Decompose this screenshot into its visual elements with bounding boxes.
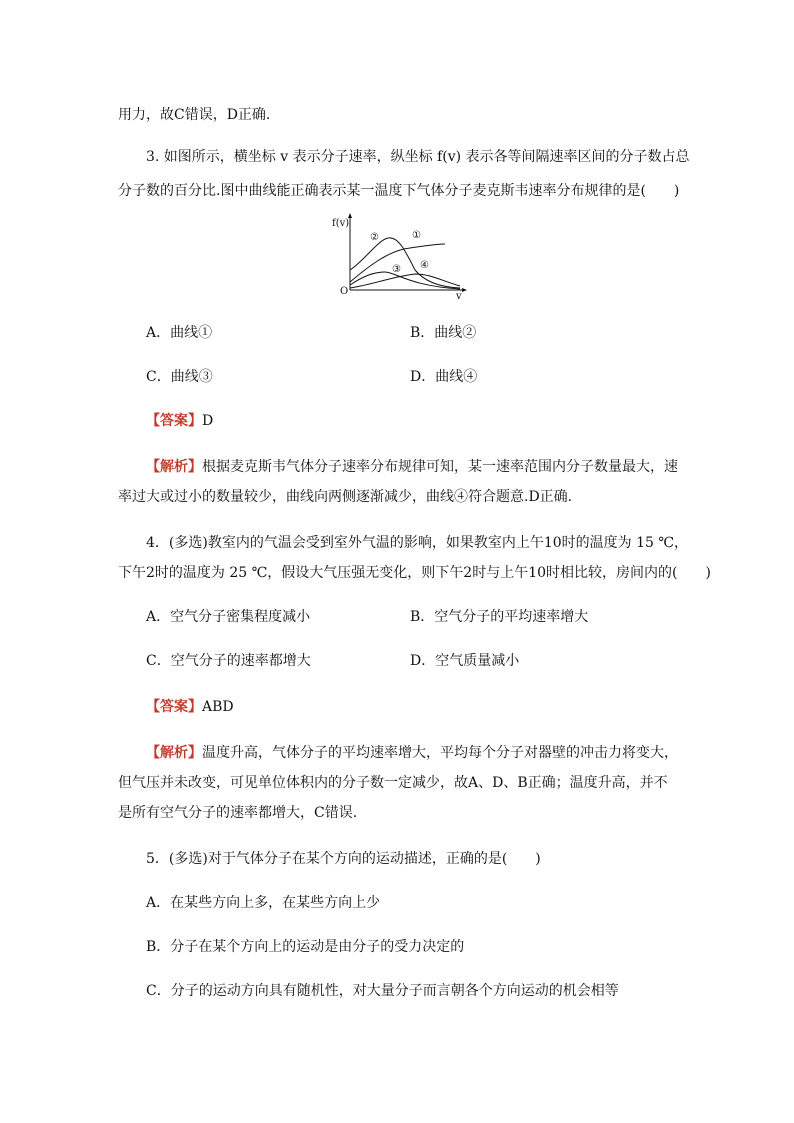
curve-3-label: ③ [392, 264, 401, 275]
curve-1-label: ① [412, 230, 421, 241]
question-3-line-1: 3. 如图所示，横坐标 v 表示分子速率，纵坐标 f(v) 表示各等间隔速率区间的分子数占总 [146, 149, 690, 165]
option-4c: C．空气分子的速率都增大 [146, 653, 311, 669]
option-3c: C．曲线③ [146, 369, 213, 385]
explanation-text: 温度升高，气体分子的平均速率增大，平均每个分子对器壁的冲击力将变大， [202, 745, 678, 761]
option-5a: A．在某些方向上多，在某些方向上少 [146, 895, 381, 911]
answer-tag: 【答案】 [146, 413, 202, 429]
option-4d: D．空气质量减小 [410, 653, 520, 669]
explanation-tag: 【解析】 [146, 459, 202, 475]
origin-label: O [340, 286, 349, 297]
question-3-line-2: 分子数的百分比.图中曲线能正确表示某一温度下气体分子麦克斯韦速率分布规律的是( ) [118, 183, 680, 199]
answer-value: D [202, 413, 214, 429]
answer-value: ABD [202, 699, 234, 715]
text-line-top: 用力，故C错误，D正确. [118, 107, 271, 123]
option-3a: A．曲线① [146, 325, 213, 341]
option-4b: B．空气分子的平均速率增大 [410, 609, 589, 625]
explanation-4-line-2: 但气压并未改变，可见单位体积内的分子数一定减少，故A、D、B正确；温度升高，并不 [118, 775, 668, 791]
question-4-line-2: 下午2时的温度为 25 ℃，假设大气压强无变化，则下午2时与上午10时相比较，房间内的( ) [118, 565, 711, 581]
x-axis-label: v [456, 291, 462, 300]
answer-tag: 【答案】 [146, 699, 202, 715]
option-5b: B．分子在某个方向上的运动是由分子的受力决定的 [146, 939, 465, 955]
option-3d: D．曲线④ [410, 369, 478, 385]
explanation-3-line-1 [146, 456, 678, 476]
y-axis-label: f(v) [332, 218, 350, 229]
curve-2-label: ② [370, 232, 379, 243]
explanation-text: 根据麦克斯韦气体分子速率分布规律可知，某一速率范围内分子数量最大，速 [202, 459, 678, 475]
explanation-4-line-3: 是所有空气分子的速率都增大，C错误. [118, 805, 358, 821]
speed-distribution-figure [330, 210, 470, 300]
answer-3 [146, 410, 213, 430]
answer-4 [146, 696, 234, 716]
question-5: 5．(多选)对于气体分子在某个方向的运动描述，正确的是( ) [146, 851, 541, 867]
explanation-tag: 【解析】 [146, 745, 202, 761]
explanation-4-line-1 [146, 742, 678, 762]
explanation-3-line-2: 率过大或过小的数量较少，曲线向两侧逐渐减少，曲线④符合题意.D正确. [118, 489, 573, 505]
question-4-line-1: 4．(多选)教室内的气温会受到室外气温的影响，如果教室内上午10时的温度为 15 ℃， [146, 535, 689, 551]
curve-4-label: ④ [420, 260, 429, 271]
option-4a: A．空气分子密集程度减小 [146, 609, 311, 625]
option-3b: B．曲线② [410, 325, 477, 341]
option-5c: C．分子的运动方向具有随机性，对大量分子而言朝各个方向运动的机会相等 [146, 983, 619, 999]
